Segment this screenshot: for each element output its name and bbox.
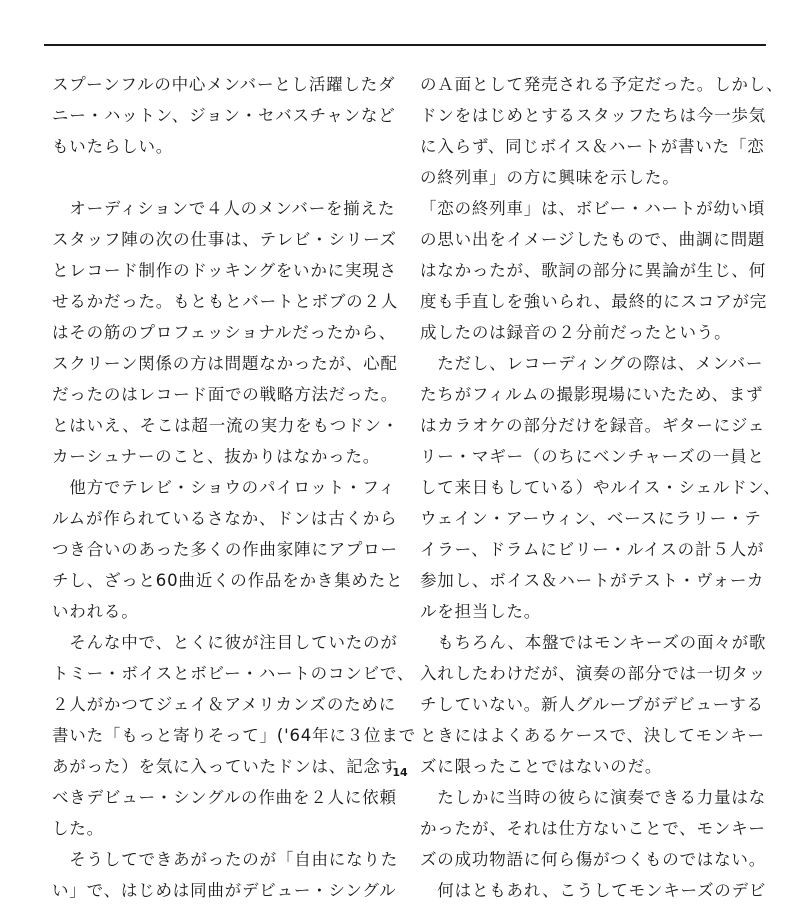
text-line: だったのはレコード面での戦略方法だった。 <box>52 385 398 404</box>
text-line: の終列車」の方に興味を示した。 <box>420 168 680 187</box>
text-line: 書いた「もっと寄りそって」('64年に３位まで <box>52 726 416 745</box>
text-line: イラー、ドラムにビリー・ルイスの計５人が <box>420 540 765 559</box>
text-line: の思い出をイメージしたもので、曲調に問題 <box>420 230 766 249</box>
text-line: つき合いのあった多くの作曲家陣にアプロー <box>52 540 398 559</box>
text-line: ときにはよくあるケースで、決してモンキー <box>420 726 765 745</box>
text-line: ズに限ったことではないのだ。 <box>420 757 663 776</box>
text-line: ルムが作られているさなか、ドンは古くから <box>52 509 398 528</box>
text-line: スクリーン関係の方は問題なかったが、心配 <box>52 354 398 373</box>
text-line: スプーンフルの中心メンバーとし活躍したダ <box>52 75 396 94</box>
top-rule <box>44 44 766 46</box>
text-line: チし、ざっと60曲近くの作品をかき集めたと <box>52 571 404 590</box>
text-line: いわれる。 <box>52 602 139 621</box>
text-line: ドンをはじめとするスタッフたちは今一歩気 <box>420 106 766 125</box>
text-line: カーシュナーのこと、抜かりはなかった。 <box>52 447 381 466</box>
text-line: はなかったが、歌詞の部分に異論が生じ、何 <box>420 261 766 280</box>
text-line: かったが、それは仕方ないことで、モンキー <box>420 819 766 838</box>
text-line: 入れしたわけだが、演奏の部分では一切タッ <box>420 664 766 683</box>
text-line: に入らず、同じボイス＆ハートが書いた「恋 <box>420 137 765 156</box>
text-line: 成したのは録音の２分前だったという。 <box>420 323 732 342</box>
text-line: もいたらしい。 <box>52 137 174 156</box>
text-line: した。 <box>52 819 104 838</box>
text-line: リー・マギー（のちにベンチャーズの一員と <box>420 447 765 466</box>
text-line: ２人がかつてジェイ＆アメリカンズのために <box>52 695 397 714</box>
text-line: オーディションで４人のメンバーを揃えた <box>52 199 396 218</box>
text-line: そうしてできあがったのが「自由になりた <box>52 850 398 869</box>
text-line: ルを担当した。 <box>420 602 542 621</box>
text-line: そんな中で、とくに彼が注目していたのが <box>52 633 398 652</box>
text-line: はその筋のプロフェッショナルだったから、 <box>52 323 397 342</box>
text-line: スタッフ陣の次の仕事は、テレビ・シリーズ <box>52 230 397 249</box>
text-line: 度も手直しを強いられ、最終的にスコアが完 <box>420 292 767 311</box>
text-line: ただし、レコーディングの際は、メンバー <box>420 354 764 373</box>
text-line: 参加し、ボイス＆ハートがテスト・ヴォーカ <box>420 571 765 590</box>
text-line: 「恋の終列車」は、ボビー・ハートが幼い頃 <box>420 199 766 218</box>
text-line: とレコード制作のドッキングをいかに実現さ <box>52 261 397 280</box>
text-line: 何はともあれ、こうしてモンキーズのデビ <box>420 881 767 900</box>
text-line: はカラオケの部分だけを録音。ギターにジェ <box>420 416 766 435</box>
left-column <box>52 69 416 906</box>
text-line: たちがフィルムの撮影現場にいたため、まず <box>420 385 764 404</box>
text-line: ズの成功物語に何ら傷がつくものではない。 <box>420 850 766 869</box>
page-number: 14 <box>392 766 408 779</box>
text-line: トミー・ボイスとボビー・ハートのコンビで、 <box>52 664 415 683</box>
text-line: い」で、はじめは同曲がデビュー・シングル <box>52 881 397 900</box>
text-line: のＡ面として発売される予定だった。しかし、 <box>420 75 784 94</box>
text-line: べきデビュー・シングルの作曲を２人に依頼 <box>52 788 397 807</box>
text-line: たしかに当時の彼らに演奏できる力量はな <box>420 788 766 807</box>
text-line: して来日もしている）やルイス・シェルドン、 <box>420 478 781 497</box>
right-column <box>420 69 784 906</box>
text-line: ニー・ハットン、ジョン・セバスチャンなど <box>52 106 396 125</box>
paragraph-gap <box>52 162 402 193</box>
text-line: ウェイン・アーウィン、ベースにラリー・テ <box>420 509 762 528</box>
text-line: せるかだった。もともとバートとボブの２人 <box>52 292 398 311</box>
text-line: あがった）を気に入っていたドンは、記念す <box>52 757 398 776</box>
text-line: もちろん、本盤ではモンキーズの面々が歌 <box>420 633 767 652</box>
text-line: チしていない。新人グループがデビューする <box>420 695 764 714</box>
text-line: 他方でテレビ・ショウのパイロット・フィ <box>52 478 396 497</box>
text-line: とはいえ、そこは超一流の実力をもつドン・ <box>52 416 399 435</box>
